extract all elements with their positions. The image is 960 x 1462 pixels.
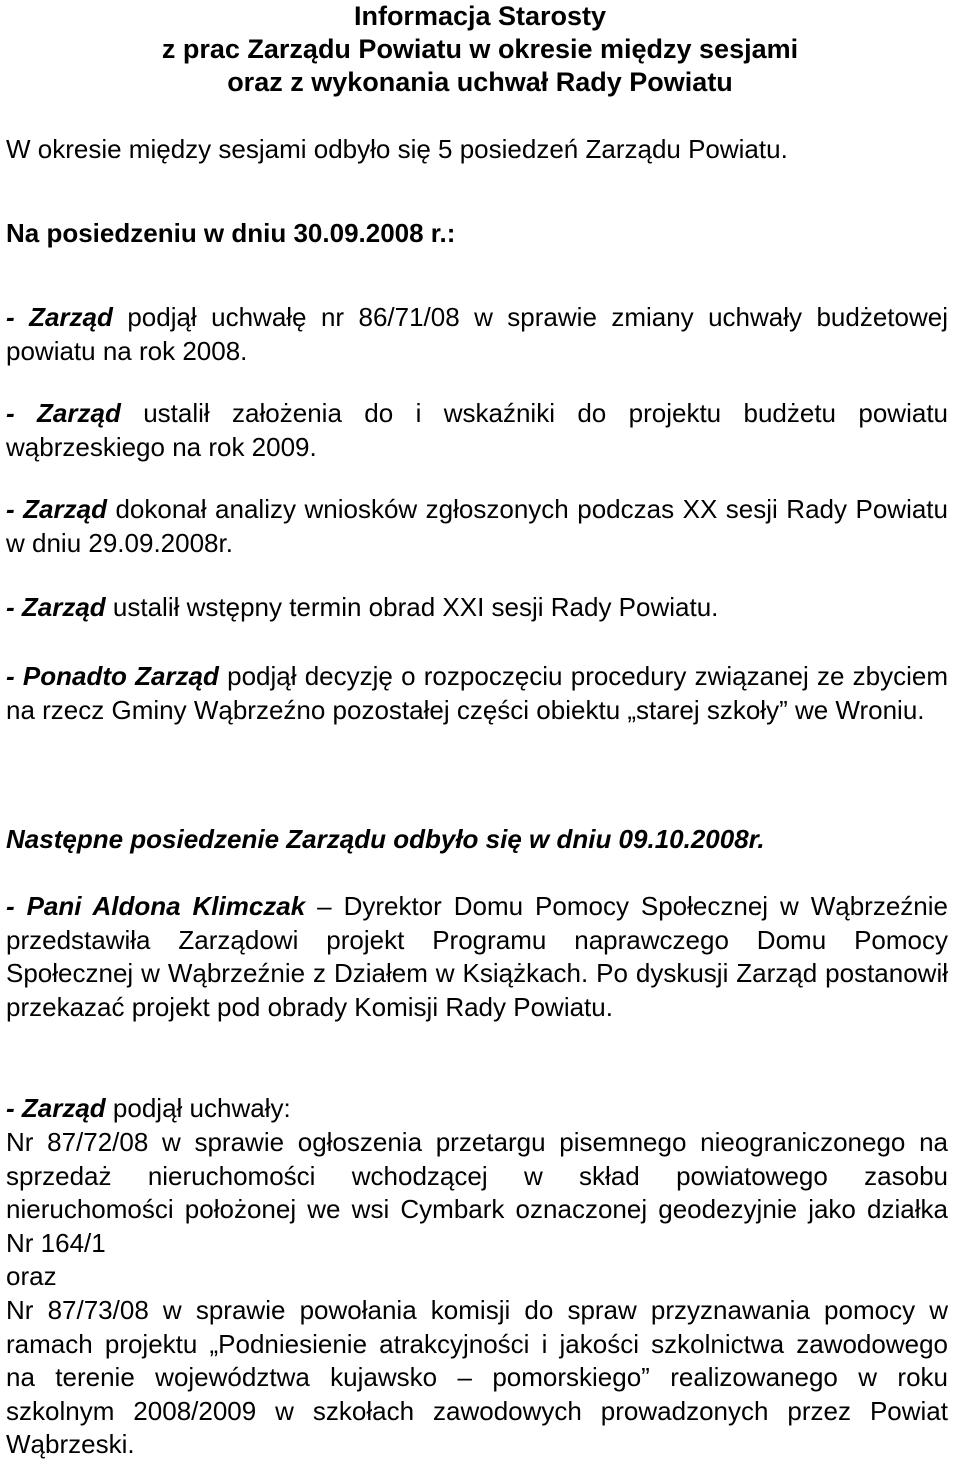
item-text: podjął uchwały: (105, 1093, 291, 1123)
item-subject: - Zarząd (6, 494, 107, 524)
item-subject: - Zarząd (6, 398, 121, 428)
item-text: ustalił wstępny termin obrad XXI sesji Rady Powiatu. (105, 592, 719, 622)
list-item (6, 397, 948, 464)
list-item (6, 493, 948, 560)
item-subject: - Ponadto Zarząd (6, 661, 219, 691)
item-text: podjął uchwałę nr 86/71/08 w sprawie zmiany uchwały budżetowej powiatu na rok 2008. (6, 302, 948, 366)
item-subject: - Zarząd (6, 302, 113, 332)
list-item (6, 660, 948, 727)
title-line-2: z prac Zarządu Powiatu w okresie między sesjami (161, 34, 799, 64)
list-item (6, 301, 948, 368)
meeting-2-heading: Następne posiedzenie Zarządu odbyło się w dniu 09.10.2008r. (6, 824, 765, 854)
list-item (6, 890, 948, 1024)
item-subject: - Pani Aldona Klimczak (6, 891, 306, 921)
intro-paragraph: W okresie między sesjami odbyło się 5 posiedzeń Zarządu Powiatu. (6, 134, 788, 164)
item-subject: - Zarząd (6, 1093, 106, 1123)
resolution-2: Nr 87/73/08 w sprawie powołania komisji do spraw przyznawania pomocy w ramach projektu „Podniesienie atrakcyjności i jakości szkolnictwa zawodowego na terenie województwa kujawsko – pomorskiego” realizowanego w roku szkolnym 2008/2009 w szkołach zawodowych prowadzonych przez Powiat Wąbrzeski. (6, 1295, 948, 1459)
item-text: podjął decyzję o rozpoczęciu procedury związanej ze zbyciem na rzecz Gminy Wąbrzeźno pozostałej części obiektu „starej szkoły” we Wroniu. (6, 661, 948, 725)
item-text: dokonał analizy wniosków zgłoszonych podczas XX sesji Rady Powiatu w dniu 29.09.2008r. (6, 494, 948, 558)
list-item (6, 1092, 948, 1126)
item-subject: - Zarząd (6, 592, 106, 622)
conjunction-text: oraz (6, 1261, 57, 1291)
list-item (6, 591, 948, 625)
resolution-1: Nr 87/72/08 w sprawie ogłoszenia przetargu pisemnego nieograniczonego na sprzedaż nieruchomości wchodzącej w skład powiatowego zasobu nieruchomości położonej we wsi Cymbark oznaczonej geodezyjnie jako działka Nr 164/1 (6, 1127, 948, 1258)
item-text: ustalił założenia do i wskaźniki do projektu budżetu powiatu wąbrzeskiego na rok 2009. (6, 398, 949, 462)
title-line-3: oraz z wykonania uchwał Rady Powiatu (227, 67, 733, 97)
meeting-1-heading: Na posiedzeniu w dniu 30.09.2008 r.: (6, 218, 456, 248)
document-title (0, 0, 960, 99)
item-text: – Dyrektor Domu Pomocy Społecznej w Wąbrzeźnie przedstawiła Zarządowi projekt Programu naprawczego Domu Pomocy Społecznej w Wąbrzeźnie z Działem w Książkach. Po dyskusji Zarząd postanowił przekazać projekt pod obrady Komisji Rady Powiatu. (6, 891, 948, 1022)
title-line-1: Informacja Starosty (353, 1, 607, 31)
